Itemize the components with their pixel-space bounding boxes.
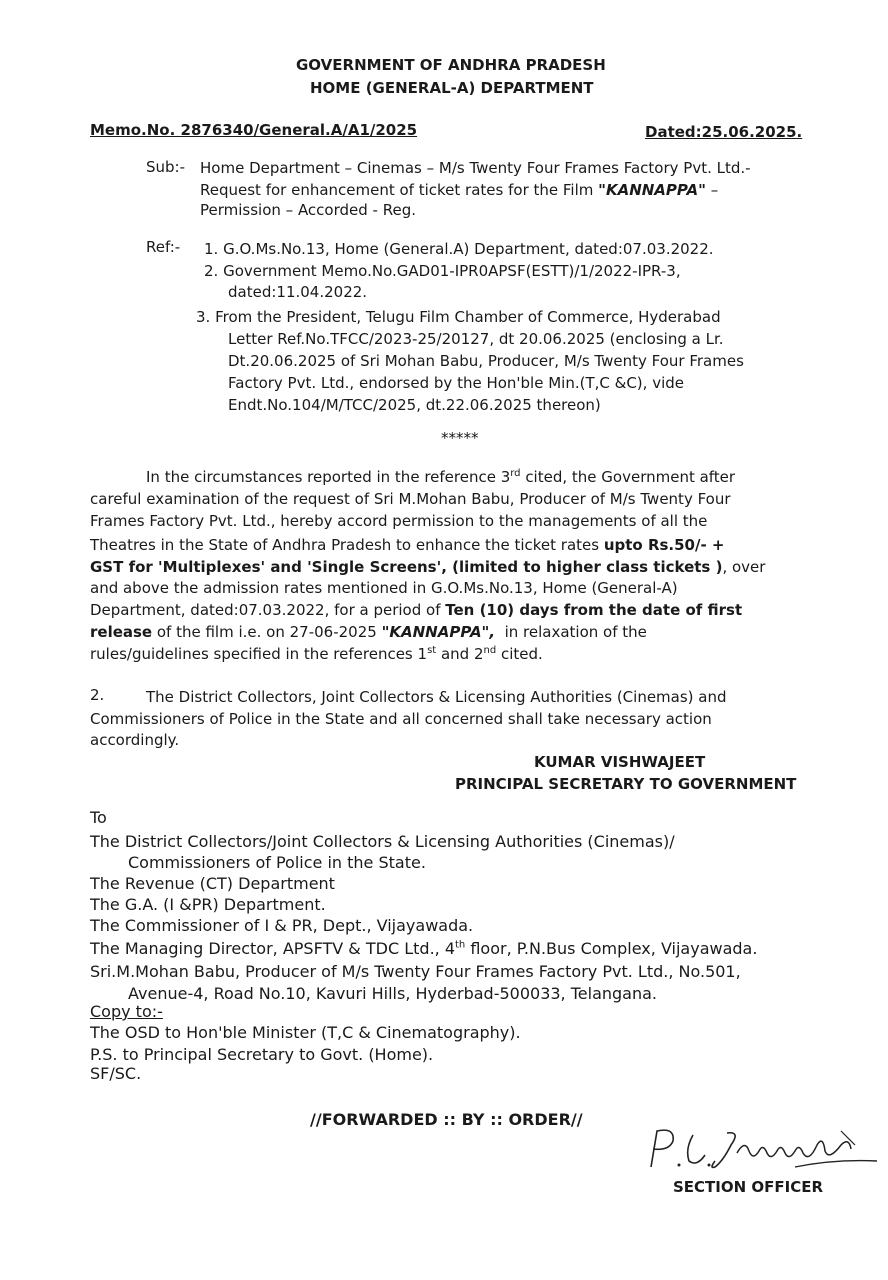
para1-line-3: Frames Factory Pvt. Ltd., hereby accord permission to the managements of all the <box>90 512 708 530</box>
ref-3-line-5: Endt.No.104/M/TCC/2025, dt.22.06.2025 thereon) <box>228 396 601 414</box>
addressee-5: The Managing Director, APSFTV & TDC Ltd., 4th floor, P.N.Bus Complex, Vijayawada. <box>90 939 758 958</box>
ref-1: 1. G.O.Ms.No.13, Home (General.A) Department, dated:07.03.2022. <box>204 240 714 258</box>
to-label: To <box>90 808 107 827</box>
signatory-title: PRINCIPAL SECRETARY TO GOVERNMENT <box>455 775 797 793</box>
addressee-2: The Revenue (CT) Department <box>90 874 335 893</box>
ref-3-line-2: Letter Ref.No.TFCC/2023-25/20127, dt 20.06.2025 (enclosing a Lr. <box>228 330 724 348</box>
separator: ***** <box>441 429 479 447</box>
para2-line-2: Commissioners of Police in the State and all concerned shall take necessary action <box>90 710 712 728</box>
para1-line-2: careful examination of the request of Sri M.Mohan Babu, Producer of M/s Twenty Four <box>90 490 731 508</box>
para1-line-8: release of the film i.e. on 27-06-2025 "KANNAPPA", in relaxation of the <box>90 623 647 641</box>
subject-line-1: Home Department – Cinemas – M/s Twenty Four Frames Factory Pvt. Ltd.- <box>200 159 751 177</box>
subject-label: Sub:- <box>146 158 186 176</box>
ref-2-line-1: 2. Government Memo.No.GAD01-IPR0APSF(ESTT)/1/2022-IPR-3, <box>204 262 681 280</box>
ref-3-line-3: Dt.20.06.2025 of Sri Mohan Babu, Producer, M/s Twenty Four Frames <box>228 352 744 370</box>
memo-date: Dated:25.06.2025. <box>645 123 803 141</box>
subject-line-3: Permission – Accorded - Reg. <box>200 201 416 219</box>
ref-3-line-1: 3. From the President, Telugu Film Chamber of Commerce, Hyderabad <box>196 308 721 326</box>
copy-recipient-1: The OSD to Hon'ble Minister (T,C & Cinematography). <box>90 1023 521 1042</box>
addressee-6-cont: Avenue-4, Road No.10, Kavuri Hills, Hyderbad-500033, Telangana. <box>128 984 658 1003</box>
memo-number: Memo.No. 2876340/General.A/A1/2025 <box>90 121 418 139</box>
para1-line-7: Department, dated:07.03.2022, for a period of Ten (10) days from the date of first <box>90 601 743 619</box>
signatory-name: KUMAR VISHWAJEET <box>534 753 706 771</box>
section-officer: SECTION OFFICER <box>673 1178 824 1196</box>
para2-line-3: accordingly. <box>90 731 180 749</box>
addressee-6: Sri.M.Mohan Babu, Producer of M/s Twenty Four Frames Factory Pvt. Ltd., No.501, <box>90 962 741 981</box>
copy-recipient-3: SF/SC. <box>90 1064 142 1083</box>
para1-line-4: Theatres in the State of Andhra Pradesh to enhance the ticket rates upto Rs.50/- + <box>90 536 725 554</box>
para2-number: 2. <box>90 686 105 704</box>
copy-label: Copy to:- <box>90 1002 163 1021</box>
para2-line-1: The District Collectors, Joint Collectors & Licensing Authorities (Cinemas) and <box>146 688 727 706</box>
para1-line-9: rules/guidelines specified in the references 1st and 2nd cited. <box>90 645 543 663</box>
para1-line-1: In the circumstances reported in the reference 3rd cited, the Government after <box>146 468 736 486</box>
addressee-3: The G.A. (I &PR) Department. <box>90 895 326 914</box>
para1-line-6: and above the admission rates mentioned in G.O.Ms.No.13, Home (General-A) <box>90 579 678 597</box>
addressee-1: The District Collectors/Joint Collectors & Licensing Authorities (Cinemas)/ <box>90 832 675 851</box>
copy-recipient-2: P.S. to Principal Secretary to Govt. (Home). <box>90 1045 434 1064</box>
subject-line-2: Request for enhancement of ticket rates for the Film "KANNAPPA" – <box>200 181 719 199</box>
addressee-1-cont: Commissioners of Police in the State. <box>128 853 426 872</box>
para1-line-5: GST for 'Multiplexes' and 'Single Screens', (limited to higher class tickets ), over <box>90 558 766 576</box>
header-government: GOVERNMENT OF ANDHRA PRADESH <box>296 56 606 74</box>
ref-label: Ref:- <box>146 238 181 256</box>
handwritten-signature <box>645 1125 885 1175</box>
addressee-4: The Commissioner of I & PR, Dept., Vijayawada. <box>90 916 474 935</box>
header-department: HOME (GENERAL-A) DEPARTMENT <box>310 79 594 97</box>
ref-3-line-4: Factory Pvt. Ltd., endorsed by the Hon'ble Min.(T,C &C), vide <box>228 374 684 392</box>
ref-2-line-2: dated:11.04.2022. <box>228 283 368 301</box>
forwarded-by-order: //FORWARDED :: BY :: ORDER// <box>310 1110 583 1129</box>
